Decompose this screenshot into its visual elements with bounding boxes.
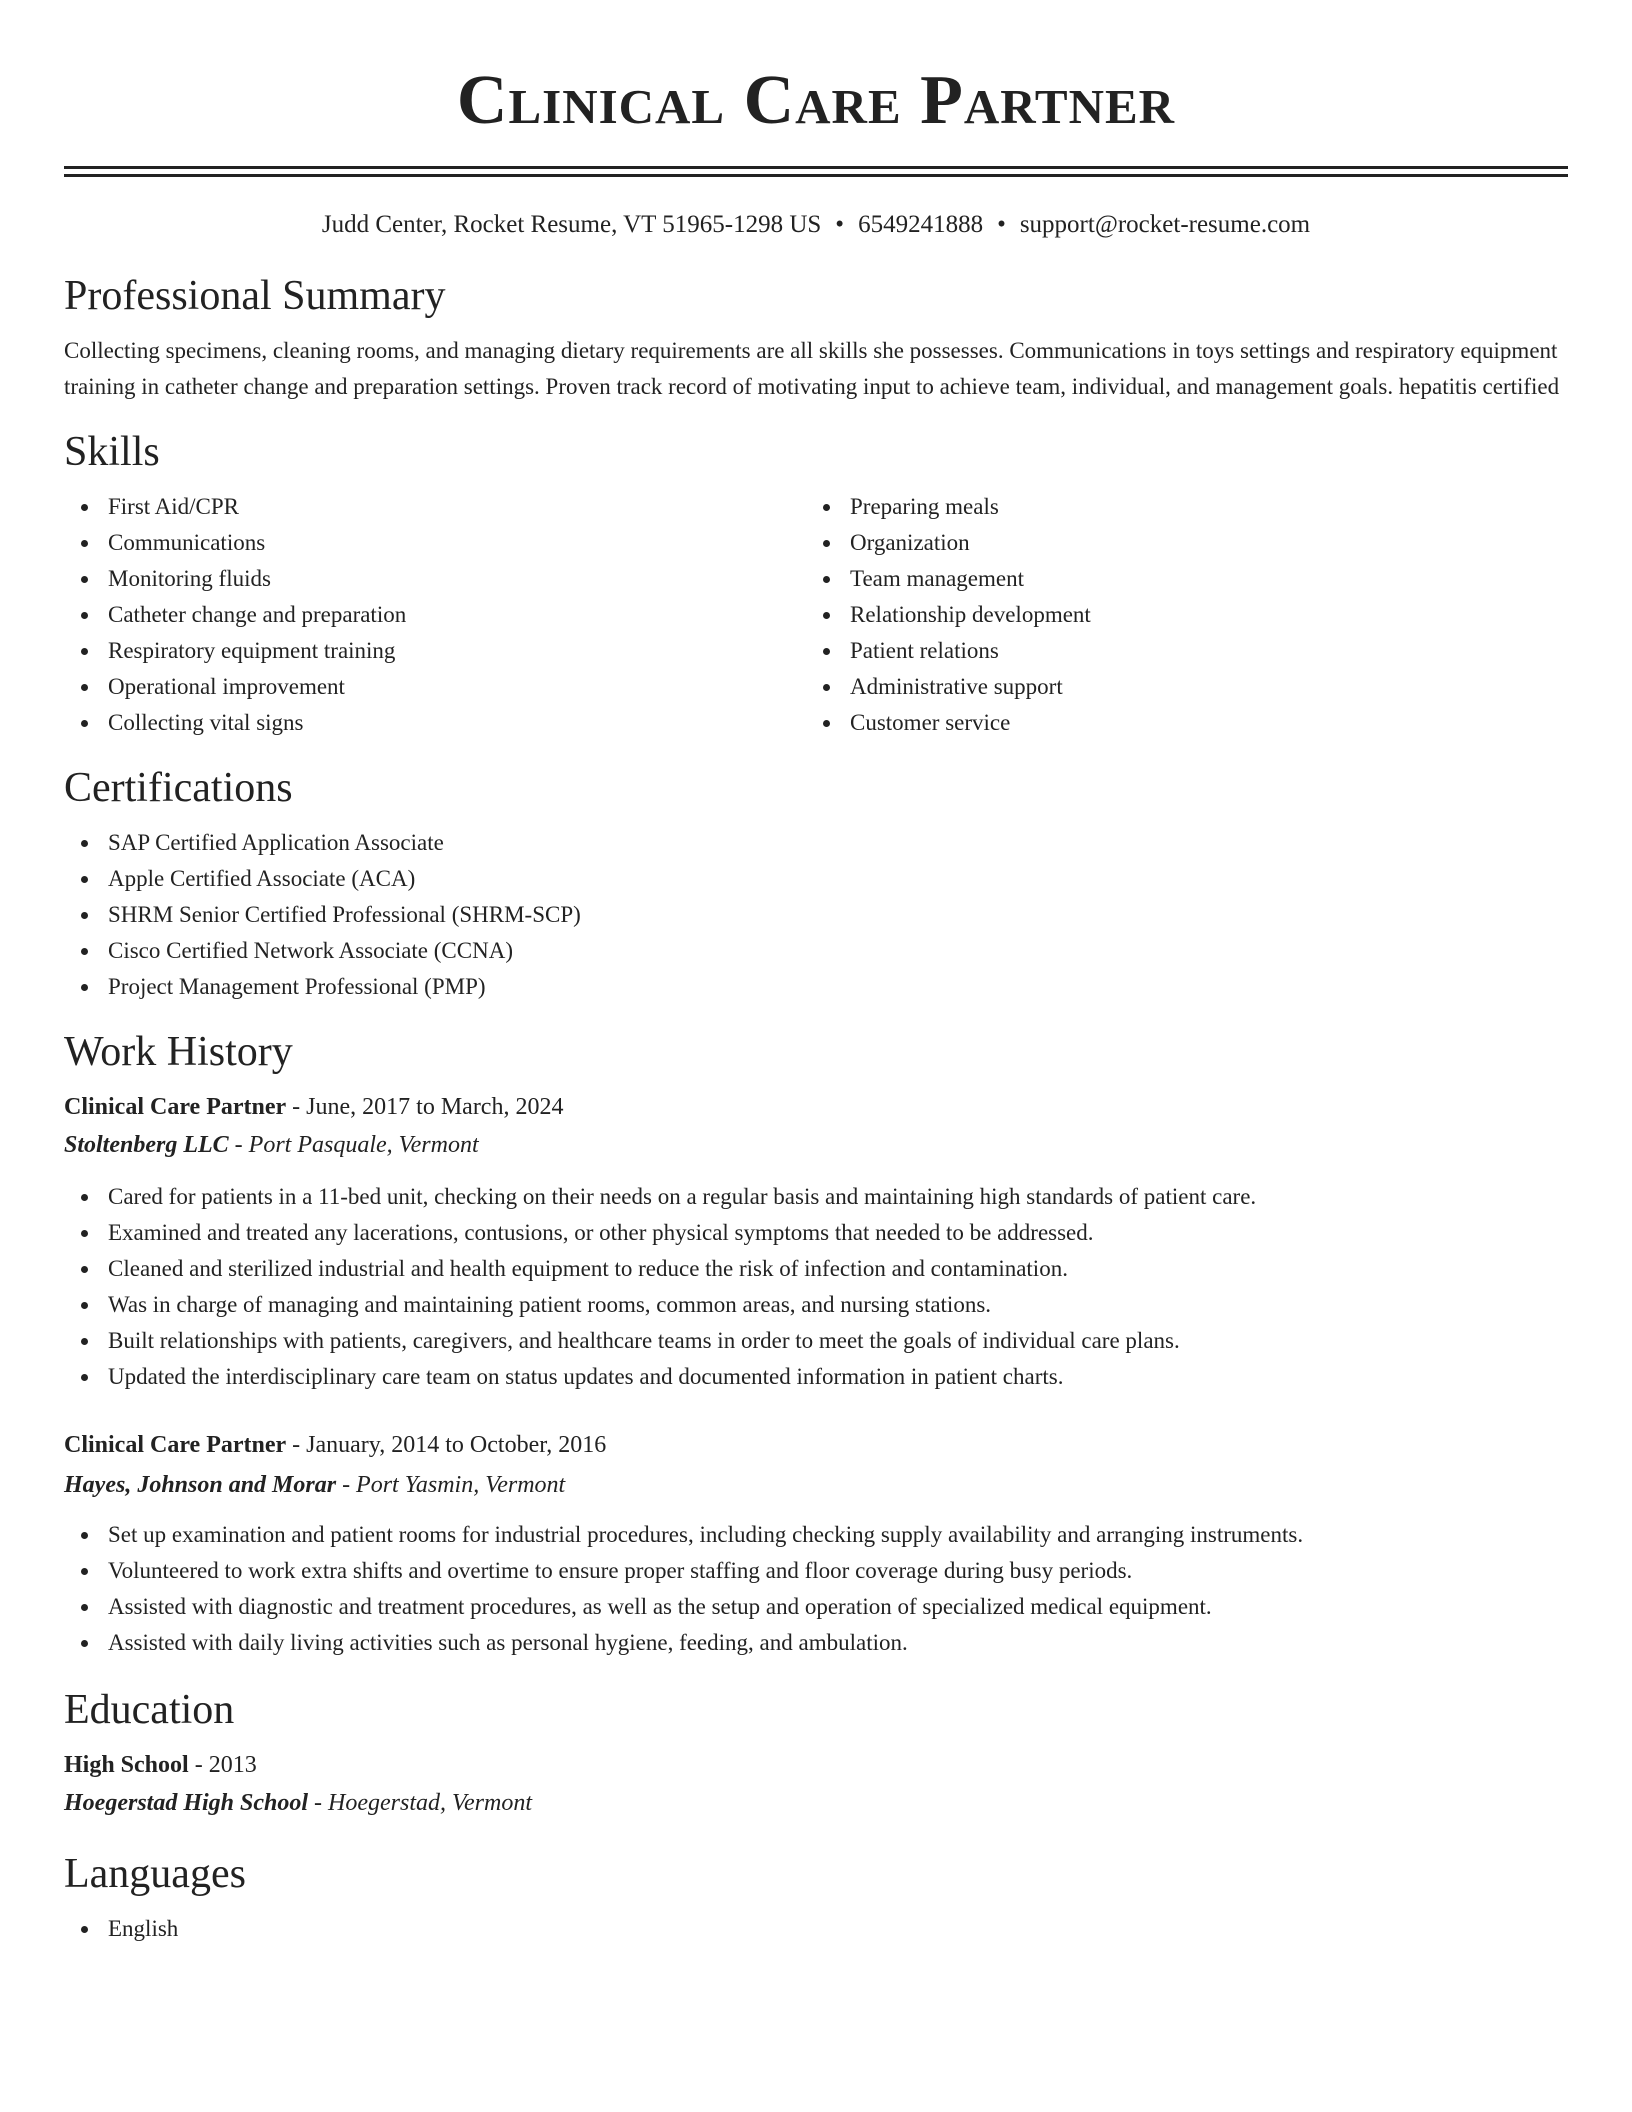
contact-email: support@rocket-resume.com xyxy=(1019,211,1311,238)
job-company: Stoltenberg LLC xyxy=(64,1132,229,1158)
work-history-heading: Work History xyxy=(64,1029,293,1075)
skill-item: Administrative support xyxy=(806,669,1548,705)
skill-item: Preparing meals xyxy=(806,489,1548,525)
certifications-list xyxy=(64,825,1568,1005)
contact-line xyxy=(64,209,1568,241)
job-duty: Assisted with diagnostic and treatment procedures, as well as the setup and operation of specialized medical equipment. xyxy=(64,1589,1568,1625)
skill-item: Customer service xyxy=(806,705,1548,741)
certification-item: Cisco Certified Network Associate (CCNA) xyxy=(64,933,1568,969)
skill-item: Organization xyxy=(806,525,1548,561)
certification-item: Project Management Professional (PMP) xyxy=(64,969,1568,1005)
job-duty: Assisted with daily living activities such as personal hygiene, feeding, and ambulation. xyxy=(64,1625,1568,1661)
job-duty: Examined and treated any lacerations, contusions, or other physical symptoms that needed to be addressed. xyxy=(64,1215,1568,1251)
skill-item: Team management xyxy=(806,561,1548,597)
certification-item: SAP Certified Application Associate xyxy=(64,825,1568,861)
job-dates: - January, 2014 to October, 2016 xyxy=(286,1432,607,1458)
contact-phone: 6549241888 xyxy=(858,211,984,238)
skill-item: Collecting vital signs xyxy=(64,705,806,741)
job-location: - Port Pasquale, Vermont xyxy=(228,1132,479,1158)
job-location: - Port Yasmin, Vermont xyxy=(336,1472,566,1498)
skill-item: Respiratory equipment training xyxy=(64,633,806,669)
contact-separator: • xyxy=(835,211,845,238)
languages-list xyxy=(64,1911,1568,1947)
education-year: - 2013 xyxy=(188,1752,257,1778)
job-title: Clinical Care Partner xyxy=(64,1432,287,1458)
education-degree: High School xyxy=(64,1752,189,1778)
job-title-line xyxy=(64,1089,1568,1125)
education-heading: Education xyxy=(64,1687,235,1733)
job-company: Hayes, Johnson and Morar xyxy=(64,1472,337,1498)
job-duty: Cared for patients in a 11-bed unit, checking on their needs on a regular basis and maintaining high standards of patient care. xyxy=(64,1179,1568,1215)
contact-address: Judd Center, Rocket Resume, VT 51965-1298 US xyxy=(321,211,822,238)
education-school: Hoegerstad High School xyxy=(64,1790,309,1816)
summary-text: Collecting specimens, cleaning rooms, and managing dietary requirements are all skills she possesses. Communications in toys settings and respiratory equipment training in catheter change and preparation settings. Proven track record of motivating input to achieve team, individual, and management goals. hepatitis certified xyxy=(64,338,1560,399)
education-school-line xyxy=(64,1785,1568,1821)
job-dates: - June, 2017 to March, 2024 xyxy=(286,1094,564,1120)
summary-heading: Professional Summary xyxy=(64,273,446,319)
languages-heading: Languages xyxy=(64,1851,246,1897)
language-item: English xyxy=(64,1911,1568,1947)
job-entry xyxy=(64,1089,1568,1395)
contact-separator: • xyxy=(997,211,1006,238)
education-degree-line xyxy=(64,1747,1568,1783)
skills-left-column xyxy=(64,489,806,741)
job-company-line xyxy=(64,1467,1568,1503)
skill-item: Patient relations xyxy=(806,633,1548,669)
title-divider xyxy=(64,166,1568,177)
skill-item: Catheter change and preparation xyxy=(64,597,806,633)
skill-item: Operational improvement xyxy=(64,669,806,705)
job-entry xyxy=(64,1427,1568,1661)
job-duties-list xyxy=(64,1517,1568,1661)
job-title-line xyxy=(64,1427,1568,1463)
certification-item: SHRM Senior Certified Professional (SHRM-SCP) xyxy=(64,897,1568,933)
resume-page xyxy=(64,0,1568,1947)
job-duty: Cleaned and sterilized industrial and health equipment to reduce the risk of infection and contamination. xyxy=(64,1251,1568,1287)
job-company-line xyxy=(64,1127,1568,1163)
job-duty: Was in charge of managing and maintaining patient rooms, common areas, and nursing stations. xyxy=(64,1287,1568,1323)
skills-columns xyxy=(64,489,1568,741)
skills-right-column xyxy=(806,489,1548,741)
job-duty: Built relationships with patients, caregivers, and healthcare teams in order to meet the goals of individual care plans. xyxy=(64,1323,1568,1359)
skill-item: Relationship development xyxy=(806,597,1548,633)
skills-left-list xyxy=(64,489,806,741)
education-entry xyxy=(64,1747,1568,1821)
candidate-name: Clinical Care Partner xyxy=(456,62,1176,139)
job-duty: Set up examination and patient rooms for industrial procedures, including checking supply availability and arranging instruments. xyxy=(64,1517,1568,1553)
skill-item: Monitoring fluids xyxy=(64,561,806,597)
skills-right-list xyxy=(806,489,1548,741)
certifications-heading: Certifications xyxy=(64,765,293,811)
job-title: Clinical Care Partner xyxy=(64,1094,287,1120)
certification-item: Apple Certified Associate (ACA) xyxy=(64,861,1568,897)
skills-heading: Skills xyxy=(64,429,160,475)
job-duties-list xyxy=(64,1179,1568,1395)
job-duty: Updated the interdisciplinary care team on status updates and documented information in patient charts. xyxy=(64,1359,1568,1395)
education-location: - Hoegerstad, Vermont xyxy=(308,1790,532,1816)
job-duty: Volunteered to work extra shifts and overtime to ensure proper staffing and floor coverage during busy periods. xyxy=(64,1553,1568,1589)
skill-item: Communications xyxy=(64,525,806,561)
skill-item: First Aid/CPR xyxy=(64,489,806,525)
